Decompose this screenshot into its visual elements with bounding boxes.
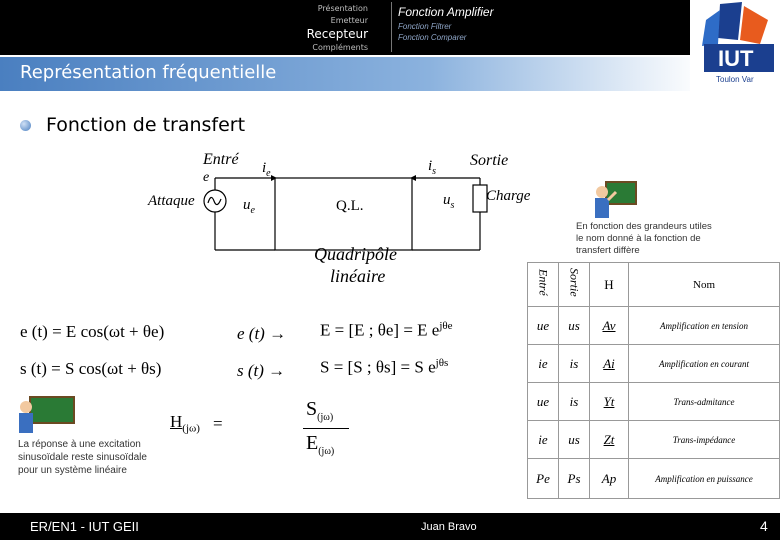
frac-E-sub: (jω)	[318, 446, 335, 457]
note-transfer-name: En fonction des grandeurs utiles le nom donné à la fonction de transfert diffère	[576, 221, 712, 256]
nav-divider	[391, 2, 392, 52]
cell-entre: ie	[528, 345, 559, 383]
eq-s-t: s (t) = S cos(ωt + θs)	[20, 359, 162, 378]
note-linear-response: La réponse à une excitation sinusoïdale reste sinusoïdale pour un système linéaire	[18, 439, 147, 476]
label-lineaire: linéaire	[330, 266, 386, 286]
table-row	[528, 307, 780, 345]
cell-entre: ie	[528, 421, 559, 459]
transfer-function-table	[527, 262, 780, 499]
table-row	[528, 459, 780, 499]
cell-nom: Trans-impédance	[629, 421, 780, 459]
cell-sortie: Ps	[559, 459, 590, 499]
th-h: H	[590, 263, 629, 307]
footer-course: ER/EN1 - IUT GEII	[30, 519, 139, 534]
label-e: e	[203, 170, 210, 185]
S-phasor-exp: jθs	[435, 357, 449, 369]
th-nom: Nom	[629, 263, 780, 307]
frac-E: E	[306, 432, 319, 454]
label-ue	[243, 197, 255, 216]
label-charge: Charge	[486, 188, 531, 204]
label-ie	[262, 160, 271, 179]
table-row	[528, 421, 780, 459]
bullet-icon	[20, 120, 31, 131]
cell-sortie: is	[559, 383, 590, 421]
source-icon	[204, 190, 226, 212]
nav-emetteur[interactable]: Emetteur	[330, 16, 368, 25]
eq-s-map: s (t) →	[237, 361, 286, 380]
us-sub: s	[450, 200, 455, 211]
label-sortie: Sortie	[470, 152, 509, 169]
footer-author: Juan Bravo	[421, 521, 477, 533]
label-attaque: Attaque	[148, 193, 195, 209]
cell-nom: Amplification en courant	[629, 345, 780, 383]
logo-subtext: Toulon Var	[716, 75, 754, 84]
th-sortie: Sortie	[567, 267, 582, 297]
label-us	[443, 192, 454, 211]
table-row	[528, 383, 780, 421]
fraction-bar	[303, 428, 349, 429]
frac-numerator	[306, 398, 333, 423]
cell-h: Yt	[590, 383, 629, 421]
nav-presentation[interactable]: Présentation	[317, 4, 368, 13]
cell-h: Ai	[590, 345, 629, 383]
eq-e-map: e (t) →	[237, 324, 287, 343]
cell-nom: Trans-admitance	[629, 383, 780, 421]
nav-fonction-amplifier[interactable]: Fonction Amplifier	[398, 5, 494, 19]
frac-S-sub: (jω)	[317, 412, 334, 423]
iut-logo	[690, 0, 780, 92]
eq-equal: =	[213, 414, 223, 433]
label-ql: Q.L.	[336, 198, 364, 214]
S-phasor-text: S = [S ; θs] = S e	[320, 357, 436, 377]
H-sub: (jω)	[182, 422, 200, 435]
logo-graphic	[690, 0, 780, 92]
section-heading: Fonction de transfert	[46, 114, 246, 136]
th-entre: Entré	[536, 268, 551, 296]
cell-nom: Amplification en tension	[629, 307, 780, 345]
E-phasor-exp: jθe	[439, 320, 453, 332]
cell-sortie: us	[559, 421, 590, 459]
charge-resistor	[473, 185, 487, 212]
us-main: u	[443, 192, 451, 208]
label-entre: Entré	[203, 151, 239, 168]
cell-entre: ue	[528, 307, 559, 345]
table-row	[528, 345, 780, 383]
cell-sortie: is	[559, 345, 590, 383]
frac-denominator	[306, 432, 334, 457]
nav-fonction-comparer[interactable]: Fonction Comparer	[398, 33, 467, 42]
cell-entre: Pe	[528, 459, 559, 499]
label-is	[428, 158, 436, 177]
cell-h: Zt	[590, 421, 629, 459]
is-main: i	[428, 158, 433, 174]
ie-sub: e	[266, 168, 271, 179]
nav-fonction-filtrer[interactable]: Fonction Filtrer	[398, 22, 452, 31]
cell-nom: Amplification en puissance	[629, 459, 780, 499]
page-number: 4	[760, 518, 768, 534]
cell-h: Av	[590, 307, 629, 345]
cell-sortie: us	[559, 307, 590, 345]
teacher-icon	[592, 180, 638, 222]
teacher-icon-left	[18, 395, 76, 435]
H-symbol: H	[170, 412, 183, 431]
frac-S: S	[306, 398, 318, 420]
eq-S-phasor	[320, 357, 448, 378]
eq-E-phasor	[320, 320, 453, 341]
ue-sub: e	[250, 205, 255, 216]
cell-entre: ue	[528, 383, 559, 421]
E-phasor-text: E = [E ; θe] = E e	[320, 320, 440, 340]
label-quadripole: Quadripôle	[314, 244, 397, 264]
ie-main: i	[262, 160, 267, 176]
nav-recepteur[interactable]: Recepteur	[306, 27, 368, 41]
table-header-row	[528, 263, 780, 307]
eq-H	[170, 412, 200, 434]
page-title: Représentation fréquentielle	[20, 62, 277, 83]
logo-text: IUT	[718, 46, 754, 71]
cell-h: Ap	[590, 459, 629, 499]
header-bar	[0, 0, 780, 55]
nav-complements[interactable]: Compléments	[312, 43, 368, 52]
eq-e-t: e (t) = E cos(ωt + θe)	[20, 322, 165, 341]
is-sub: s	[432, 166, 437, 177]
ue-main: u	[243, 197, 251, 213]
